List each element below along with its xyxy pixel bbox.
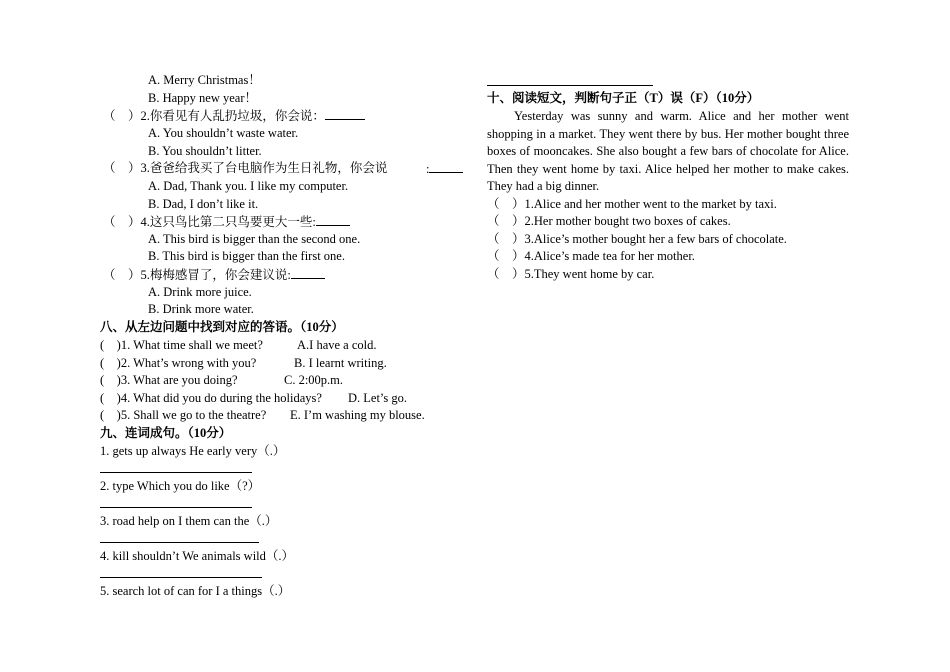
- answer-line[interactable]: [100, 472, 252, 473]
- q10-item: （ ）4.Alice’s made tea for her mother.: [487, 249, 695, 263]
- q10-item: （ ）1.Alice and her mother went to the market by taxi.: [487, 197, 777, 211]
- answer-line[interactable]: [100, 542, 259, 543]
- q9-title: 九、连词成句。（10分）: [100, 426, 232, 440]
- answer-blank[interactable]: [316, 213, 350, 226]
- q8-title: 八、从左边问题中找到对应的答语。（10分）: [100, 320, 344, 334]
- q7-item4-option-b: B. This bird is bigger than the first one.: [148, 249, 345, 263]
- q10-passage: Yesterday was sunny and warm. Alice and her mother went shopping in a market. They went there by bus. Her mother bought three boxes of mooncakes. She also bought a few bars of chocolate for Alice. Then they went home by taxi. Alice helped her mother to make cakes. They had a big dinner.: [487, 109, 849, 194]
- q8-row-answer: A.I have a cold.: [297, 338, 377, 352]
- q7-item4-option-a: A. This bird is bigger than the second one.: [148, 232, 361, 246]
- q10-item: （ ）3.Alice’s mother bought her a few bars of chocolate.: [487, 232, 787, 246]
- q8-row-question: ( )2. What’s wrong with you?: [100, 356, 257, 370]
- q7-item5-stem: 梅梅感冒了，你会建议说:: [149, 268, 291, 282]
- q8-row-question: ( )5. Shall we go to the theatre?: [100, 408, 267, 422]
- answer-line[interactable]: [100, 577, 262, 578]
- q10-item: （ ）2.Her mother bought two boxes of cakes.: [487, 214, 731, 228]
- q7-item5-question: [103, 266, 325, 284]
- q7-item1-option-b: B. Happy new year！: [148, 91, 257, 105]
- answer-line[interactable]: [100, 507, 252, 508]
- q7-item5-prefix: （ ）5.: [103, 268, 150, 282]
- q7-item5-option-a: A. Drink more juice.: [148, 285, 252, 299]
- q8-row-question: ( )4. What did you do during the holidays?: [100, 391, 322, 405]
- q8-row-answer: E. I’m washing my blouse.: [290, 408, 425, 422]
- q10-item: （ ）5.They went home by car.: [487, 267, 655, 281]
- q7-item3-question: [103, 160, 387, 177]
- q9-item: 2. type Which you do like（?）: [100, 479, 261, 493]
- answer-blank[interactable]: [325, 107, 365, 120]
- q7-item3-suffix: :: [426, 162, 430, 176]
- q10-title: 十、阅读短文，判断句子正（T）误（F）（10分）: [487, 91, 760, 105]
- q9-item: 1. gets up always He early very（.）: [100, 444, 286, 458]
- q7-item3-option-a: A. Dad, Thank you. I like my computer.: [148, 179, 349, 193]
- q7-item4-stem: 这只鸟比第二只鸟要更大一些:: [149, 215, 316, 229]
- q7-item3-option-b: B. Dad, I don’t like it.: [148, 197, 259, 211]
- answer-blank[interactable]: [291, 266, 325, 279]
- q8-row-question: ( )1. What time shall we meet?: [100, 338, 263, 352]
- q7-item3-prefix: （ ）3.: [103, 161, 150, 175]
- q7-item3-stem: 爸爸给我买了台电脑作为生日礼物，你会说: [149, 161, 388, 175]
- q7-item5-option-b: B. Drink more water.: [148, 302, 254, 316]
- q9-item: 4. kill shouldn’t We animals wild（.）: [100, 549, 295, 563]
- q7-item1-option-a: A. Merry Christmas！: [148, 73, 261, 87]
- q9-item: 3. road help on I them can the（.）: [100, 514, 278, 528]
- q7-item2-question: [103, 107, 365, 125]
- q7-item4-prefix: （ ）4.: [103, 215, 150, 229]
- q7-item4-question: [103, 213, 350, 231]
- q7-item2-option-a: A. You shouldn’t waste water.: [148, 126, 299, 140]
- q7-item3-blank: [426, 160, 463, 178]
- q8-row-answer: B. I learnt writing.: [294, 356, 387, 370]
- q9-item: 5. search lot of can for I a things（.）: [100, 584, 291, 598]
- top-rule: [487, 85, 653, 86]
- answer-blank[interactable]: [429, 160, 463, 173]
- q8-row-answer: C. 2:00p.m.: [284, 373, 344, 387]
- q7-item2-option-b: B. You shouldn’t litter.: [148, 144, 262, 158]
- q8-row-question: ( )3. What are you doing?: [100, 373, 238, 387]
- q7-item2-stem: 你看见有人乱扔垃圾，你会说：: [149, 109, 325, 123]
- q8-row-answer: D. Let’s go.: [348, 391, 408, 405]
- q7-item2-prefix: （ ）2.: [103, 109, 150, 123]
